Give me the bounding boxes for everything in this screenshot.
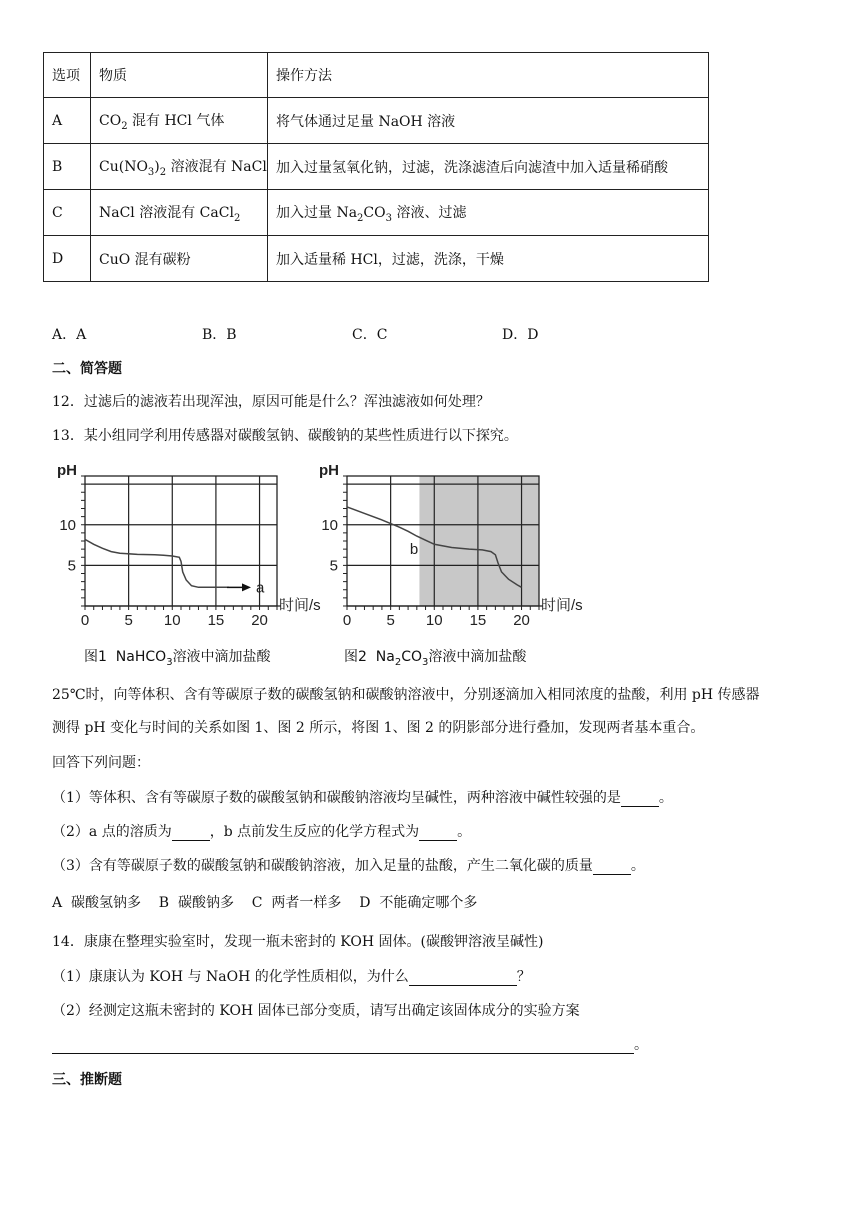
x-tick-label: 10 — [163, 612, 181, 629]
y-tick-label: 10 — [321, 516, 338, 534]
series-line — [85, 539, 229, 587]
choice-b: B．B — [202, 327, 237, 343]
choice-d: D．D — [502, 327, 539, 343]
row-method — [268, 98, 709, 144]
y-tick-label: 5 — [329, 557, 338, 575]
question-mark: ？ — [516, 969, 531, 985]
row-substance — [91, 98, 268, 144]
figure-2-chart — [302, 458, 602, 640]
row-substance — [91, 190, 268, 236]
table-row — [44, 236, 709, 282]
choice-c: C．C — [352, 327, 388, 343]
x-tick-label: 15 — [207, 612, 225, 629]
x-tick-label: 10 — [425, 612, 443, 629]
question-13-1-text: （1）等体积、含有等碳原子数的碳酸氢钠和碳酸钠溶液均呈碱性，两种溶液中碱性较强的是 — [52, 790, 621, 806]
text-run: CO — [363, 204, 386, 221]
answer-blank[interactable] — [419, 824, 457, 841]
text-run: 溶液中滴加盐酸 — [428, 649, 527, 665]
paragraph-line-2: 测得 pH 变化与时间的关系如图 1、图 2 所示，将图 1、图 2 的阴影部分进行叠加，发现两者基本重合。 — [52, 720, 705, 736]
x-tick-label: 0 — [342, 612, 352, 629]
paragraph-line-3: 回答下列问题： — [52, 755, 150, 771]
y-axis-label: pH — [319, 462, 339, 479]
answer-blank[interactable] — [52, 1037, 634, 1054]
question-14-2-answer — [52, 1034, 648, 1054]
period: 。 — [634, 1037, 648, 1053]
text-run: 混有 HCl 气体 — [127, 112, 225, 129]
y-tick-label: 10 — [59, 516, 76, 534]
text-run: 加入适量稀 HCl，过滤，洗涤，干燥 — [276, 251, 504, 268]
text-run: 加入过量 Na — [276, 204, 358, 221]
header-option: 选项 — [44, 53, 91, 98]
table-row — [44, 190, 709, 236]
row-option: B — [44, 144, 91, 190]
period: 。 — [630, 858, 645, 874]
subscript: 3 — [385, 212, 392, 224]
subscript: 3 — [422, 656, 429, 668]
question-13-3-text: （3）含有等碳原子数的碳酸氢钠和碳酸钠溶液，加入足量的盐酸，产生二氧化碳的质量 — [52, 858, 593, 874]
figure-1-chart — [40, 458, 340, 640]
text-run: NaCl 溶液混有 CaCl — [99, 204, 234, 221]
text-run: CO — [99, 112, 122, 129]
x-axis-label: 时间/s — [279, 597, 321, 614]
text-run: ) — [154, 158, 160, 175]
row-option: C — [44, 190, 91, 236]
period: 。 — [457, 824, 472, 840]
x-axis-label: 时间/s — [541, 597, 583, 614]
answer-blank[interactable] — [593, 858, 631, 875]
row-method — [268, 190, 709, 236]
subscript: 2 — [121, 120, 128, 132]
y-axis-label: pH — [57, 462, 77, 479]
row-option: A — [44, 98, 91, 144]
x-tick-label: 0 — [80, 612, 90, 629]
y-tick-label: 5 — [67, 557, 76, 575]
text-run: 加入过量氢氧化钠，过滤，洗涤滤渣后向滤渣中加入适量稀硝酸 — [276, 159, 668, 176]
row-substance — [91, 236, 268, 282]
text-run: 将气体通过足量 NaOH 溶液 — [276, 113, 456, 130]
answer-blank[interactable] — [172, 824, 210, 841]
section-3-title: 三、推断题 — [52, 1072, 122, 1088]
question-14-1 — [52, 966, 531, 986]
row-method — [268, 236, 709, 282]
text-run: 图2 Na — [344, 649, 395, 665]
section-2-title: 二、简答题 — [52, 361, 122, 377]
table-row — [44, 98, 709, 144]
question-14-2: （2）经测定这瓶未密封的 KOH 固体已部分变质，请写出确定该固体成分的实验方案 — [52, 1003, 580, 1019]
subscript: 3 — [166, 656, 173, 668]
table-header-row — [44, 53, 709, 98]
answer-blank[interactable] — [621, 790, 659, 807]
answer-blank[interactable] — [409, 969, 517, 986]
question-13-3 — [52, 855, 645, 875]
period: 。 — [658, 790, 673, 806]
question-13-2-text-a: （2）a 点的溶质为 — [52, 824, 172, 840]
text-run: Cu(NO — [99, 158, 148, 175]
text-run: CO — [401, 649, 423, 665]
question-13-2-text-b: ，b 点前发生反应的化学方程式为 — [209, 824, 420, 840]
annotation-label: a — [256, 579, 265, 597]
text-run: 溶液、过滤 — [392, 204, 467, 221]
subscript: 3 — [147, 166, 155, 178]
text-run: 溶液中滴加盐酸 — [172, 649, 271, 665]
figure-2-caption — [344, 646, 526, 668]
question-13-options: A 碳酸氢钠多 B 碳酸钠多 C 两者一样多 D 不能确定哪个多 — [52, 895, 478, 911]
row-substance — [91, 144, 268, 190]
x-tick-label: 15 — [469, 612, 487, 629]
question-13: 13．某小组同学利用传感器对碳酸氢钠、碳酸钠的某些性质进行以下探究。 — [52, 428, 518, 444]
arrow-head-icon — [242, 583, 251, 591]
subscript: 2 — [233, 212, 241, 224]
annotation-label: b — [409, 541, 419, 558]
x-tick-label: 5 — [386, 612, 395, 629]
question-13-2 — [52, 821, 471, 841]
subscript: 2 — [394, 656, 402, 668]
text-run: 溶液混有 NaCl — [166, 158, 267, 175]
choice-a: A．A — [52, 327, 87, 343]
question-14: 14．康康在整理实验室时，发现一瓶未密封的 KOH 固体。(碳酸钾溶液呈碱性) — [52, 934, 544, 950]
question-14-1-text: （1）康康认为 KOH 与 NaOH 的化学性质相似，为什么 — [52, 969, 409, 985]
figure-1-caption — [84, 646, 271, 668]
header-substance: 物质 — [91, 53, 268, 98]
subscript: 2 — [357, 212, 364, 224]
table-row — [44, 144, 709, 190]
paragraph-line-1: 25℃时，向等体积、含有等碳原子数的碳酸氢钠和碳酸钠溶液中，分别逐滴加入相同浓度的盐酸，利用 pH 传感器 — [52, 687, 760, 703]
row-method — [268, 144, 709, 190]
x-tick-label: 20 — [513, 612, 530, 629]
row-option: D — [44, 236, 91, 282]
text-run: CuO 混有碳粉 — [99, 251, 191, 268]
x-tick-label: 20 — [251, 612, 268, 629]
text-run: 图1 NaHCO — [84, 649, 167, 665]
question-13-1 — [52, 787, 673, 807]
options-table — [43, 52, 709, 282]
subscript: 2 — [159, 166, 167, 178]
question-12: 12．过滤后的滤液若出现浑浊，原因可能是什么？浑浊滤液如何处理？ — [52, 394, 490, 410]
header-method: 操作方法 — [268, 53, 709, 98]
x-tick-label: 5 — [124, 612, 133, 629]
